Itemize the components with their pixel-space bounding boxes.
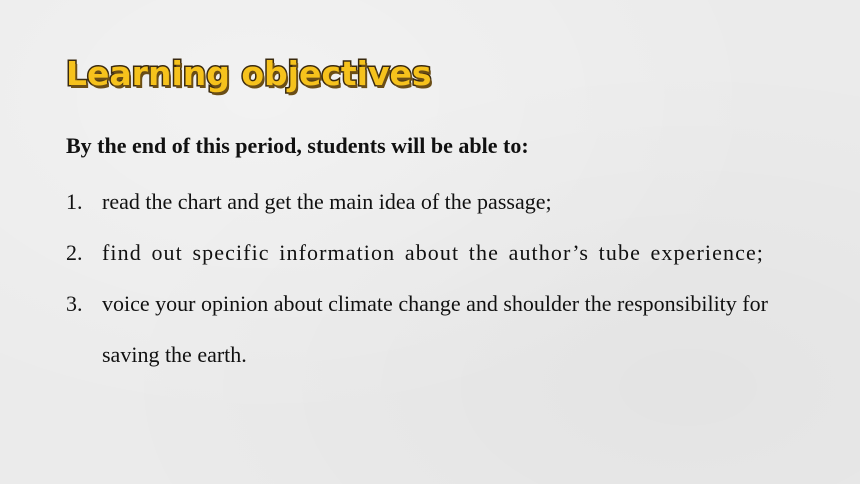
title-banner	[66, 50, 432, 98]
objective-number: 1.	[66, 189, 83, 214]
objective-number: 3.	[66, 291, 83, 316]
objective-text: voice your opinion about climate change and shoulder the responsibility for saving the earth.	[102, 291, 768, 367]
objectives-list	[66, 176, 802, 380]
objective-text: find out specific information about the author’s tube experience;	[102, 240, 765, 265]
objective-item-3	[66, 278, 802, 380]
objective-item-2	[66, 227, 802, 278]
intro-text: By the end of this period, students will be able to:	[66, 133, 529, 158]
slide-title: Learning objectives	[66, 54, 432, 93]
objective-item-1	[66, 176, 802, 227]
objective-number: 2.	[66, 240, 83, 265]
objective-text: read the chart and get the main idea of the passage;	[102, 189, 552, 214]
